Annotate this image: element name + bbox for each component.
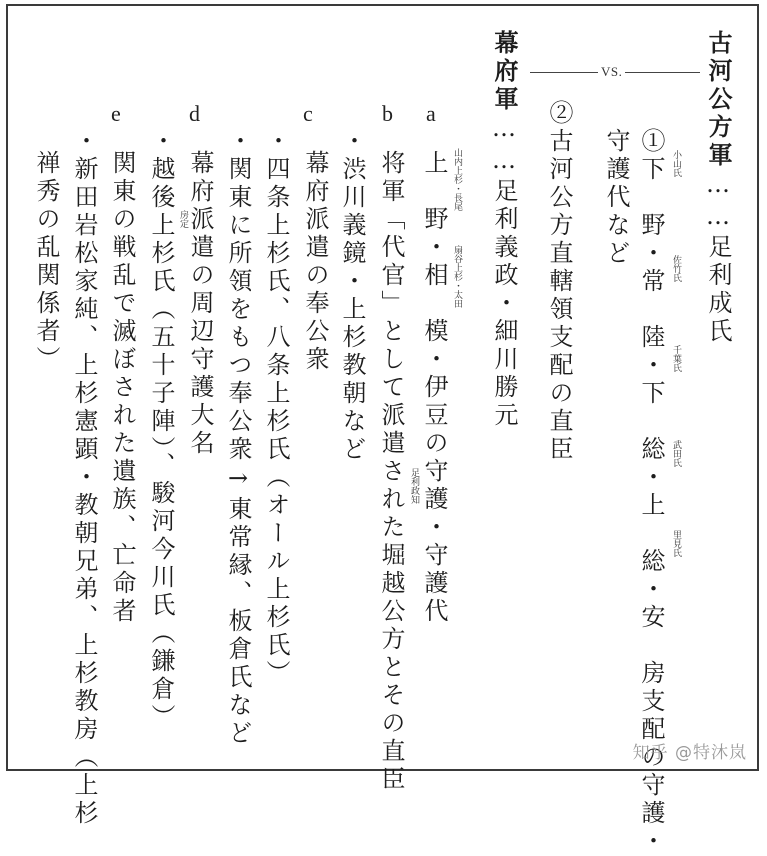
- zhihu-watermark: 知乎 @特沐岚: [632, 743, 747, 763]
- furigana-koyama: 小山氏: [671, 150, 681, 177]
- furigana-satomi: 里見氏: [671, 530, 681, 557]
- versus-label: VS.: [598, 64, 625, 80]
- koga-item-1-continued: 守護代など: [602, 128, 630, 268]
- koga-leader: ……足利成氏: [704, 170, 732, 346]
- furigana-boujou: 房定: [178, 210, 188, 228]
- section-letter-b: b: [382, 101, 393, 126]
- section-a-line-1: 上 野・相 模・伊豆の守護・守護代: [420, 150, 448, 626]
- bakufu-label: 幕府軍: [490, 30, 518, 114]
- section-e-line-1: 関東の戦乱で滅ぼされた遺族、亡命者: [108, 150, 136, 626]
- section-letter-c: c: [303, 101, 313, 126]
- section-d-line-1: 幕府派遣の周辺守護大名: [186, 150, 214, 458]
- section-letter-d: d: [189, 101, 200, 126]
- section-b-line-2: ・渋川義鏡・上杉教朝など: [338, 128, 366, 464]
- koga-item-1: ①下 野・常 陸・下 総・上 総・安 房支配の守護・: [637, 128, 665, 856]
- section-c-line-2: ・四条上杉氏、八条上杉氏（オール上杉氏）: [262, 128, 290, 688]
- section-e-line-2: ・新田岩松家純、上杉憲顕・教朝兄弟、上杉教房（上杉: [70, 128, 98, 828]
- furigana-ogigayatsu: 扇谷上杉・太田: [452, 245, 462, 308]
- furigana-yamauchi: 山内上杉・長尾: [452, 148, 462, 211]
- section-b-line-1: 将軍「代官」として派遣された堀越公方とその直臣: [377, 150, 405, 794]
- section-c-line-3: ・関東に所領をもつ奉公衆→東常縁、板倉氏など: [224, 128, 252, 748]
- furigana-ashikaga-masatomo: 足利政知: [409, 468, 419, 504]
- section-c-line-1: 幕府派遣の奉公衆: [301, 150, 329, 374]
- koga-label: 古河公方軍: [704, 30, 732, 170]
- section-letter-a: a: [426, 101, 436, 126]
- koga-item-2: ②古河公方直轄領支配の直臣: [545, 100, 573, 464]
- furigana-chiba: 千葉氏: [671, 345, 681, 372]
- bakufu-leader: ……足利義政・細川勝元: [490, 114, 518, 430]
- section-letter-e: e: [111, 101, 121, 126]
- furigana-satake: 佐竹氏: [671, 255, 681, 282]
- furigana-takeda: 武田氏: [671, 440, 681, 467]
- section-e-line-3: 禅秀の乱関係者）: [32, 150, 60, 374]
- koga-side-header: [706, 30, 730, 346]
- section-d-line-2: ・越後上杉氏（五十子陣）、駿河今川氏（鎌倉）: [147, 128, 175, 732]
- bakufu-side-header: [492, 30, 516, 430]
